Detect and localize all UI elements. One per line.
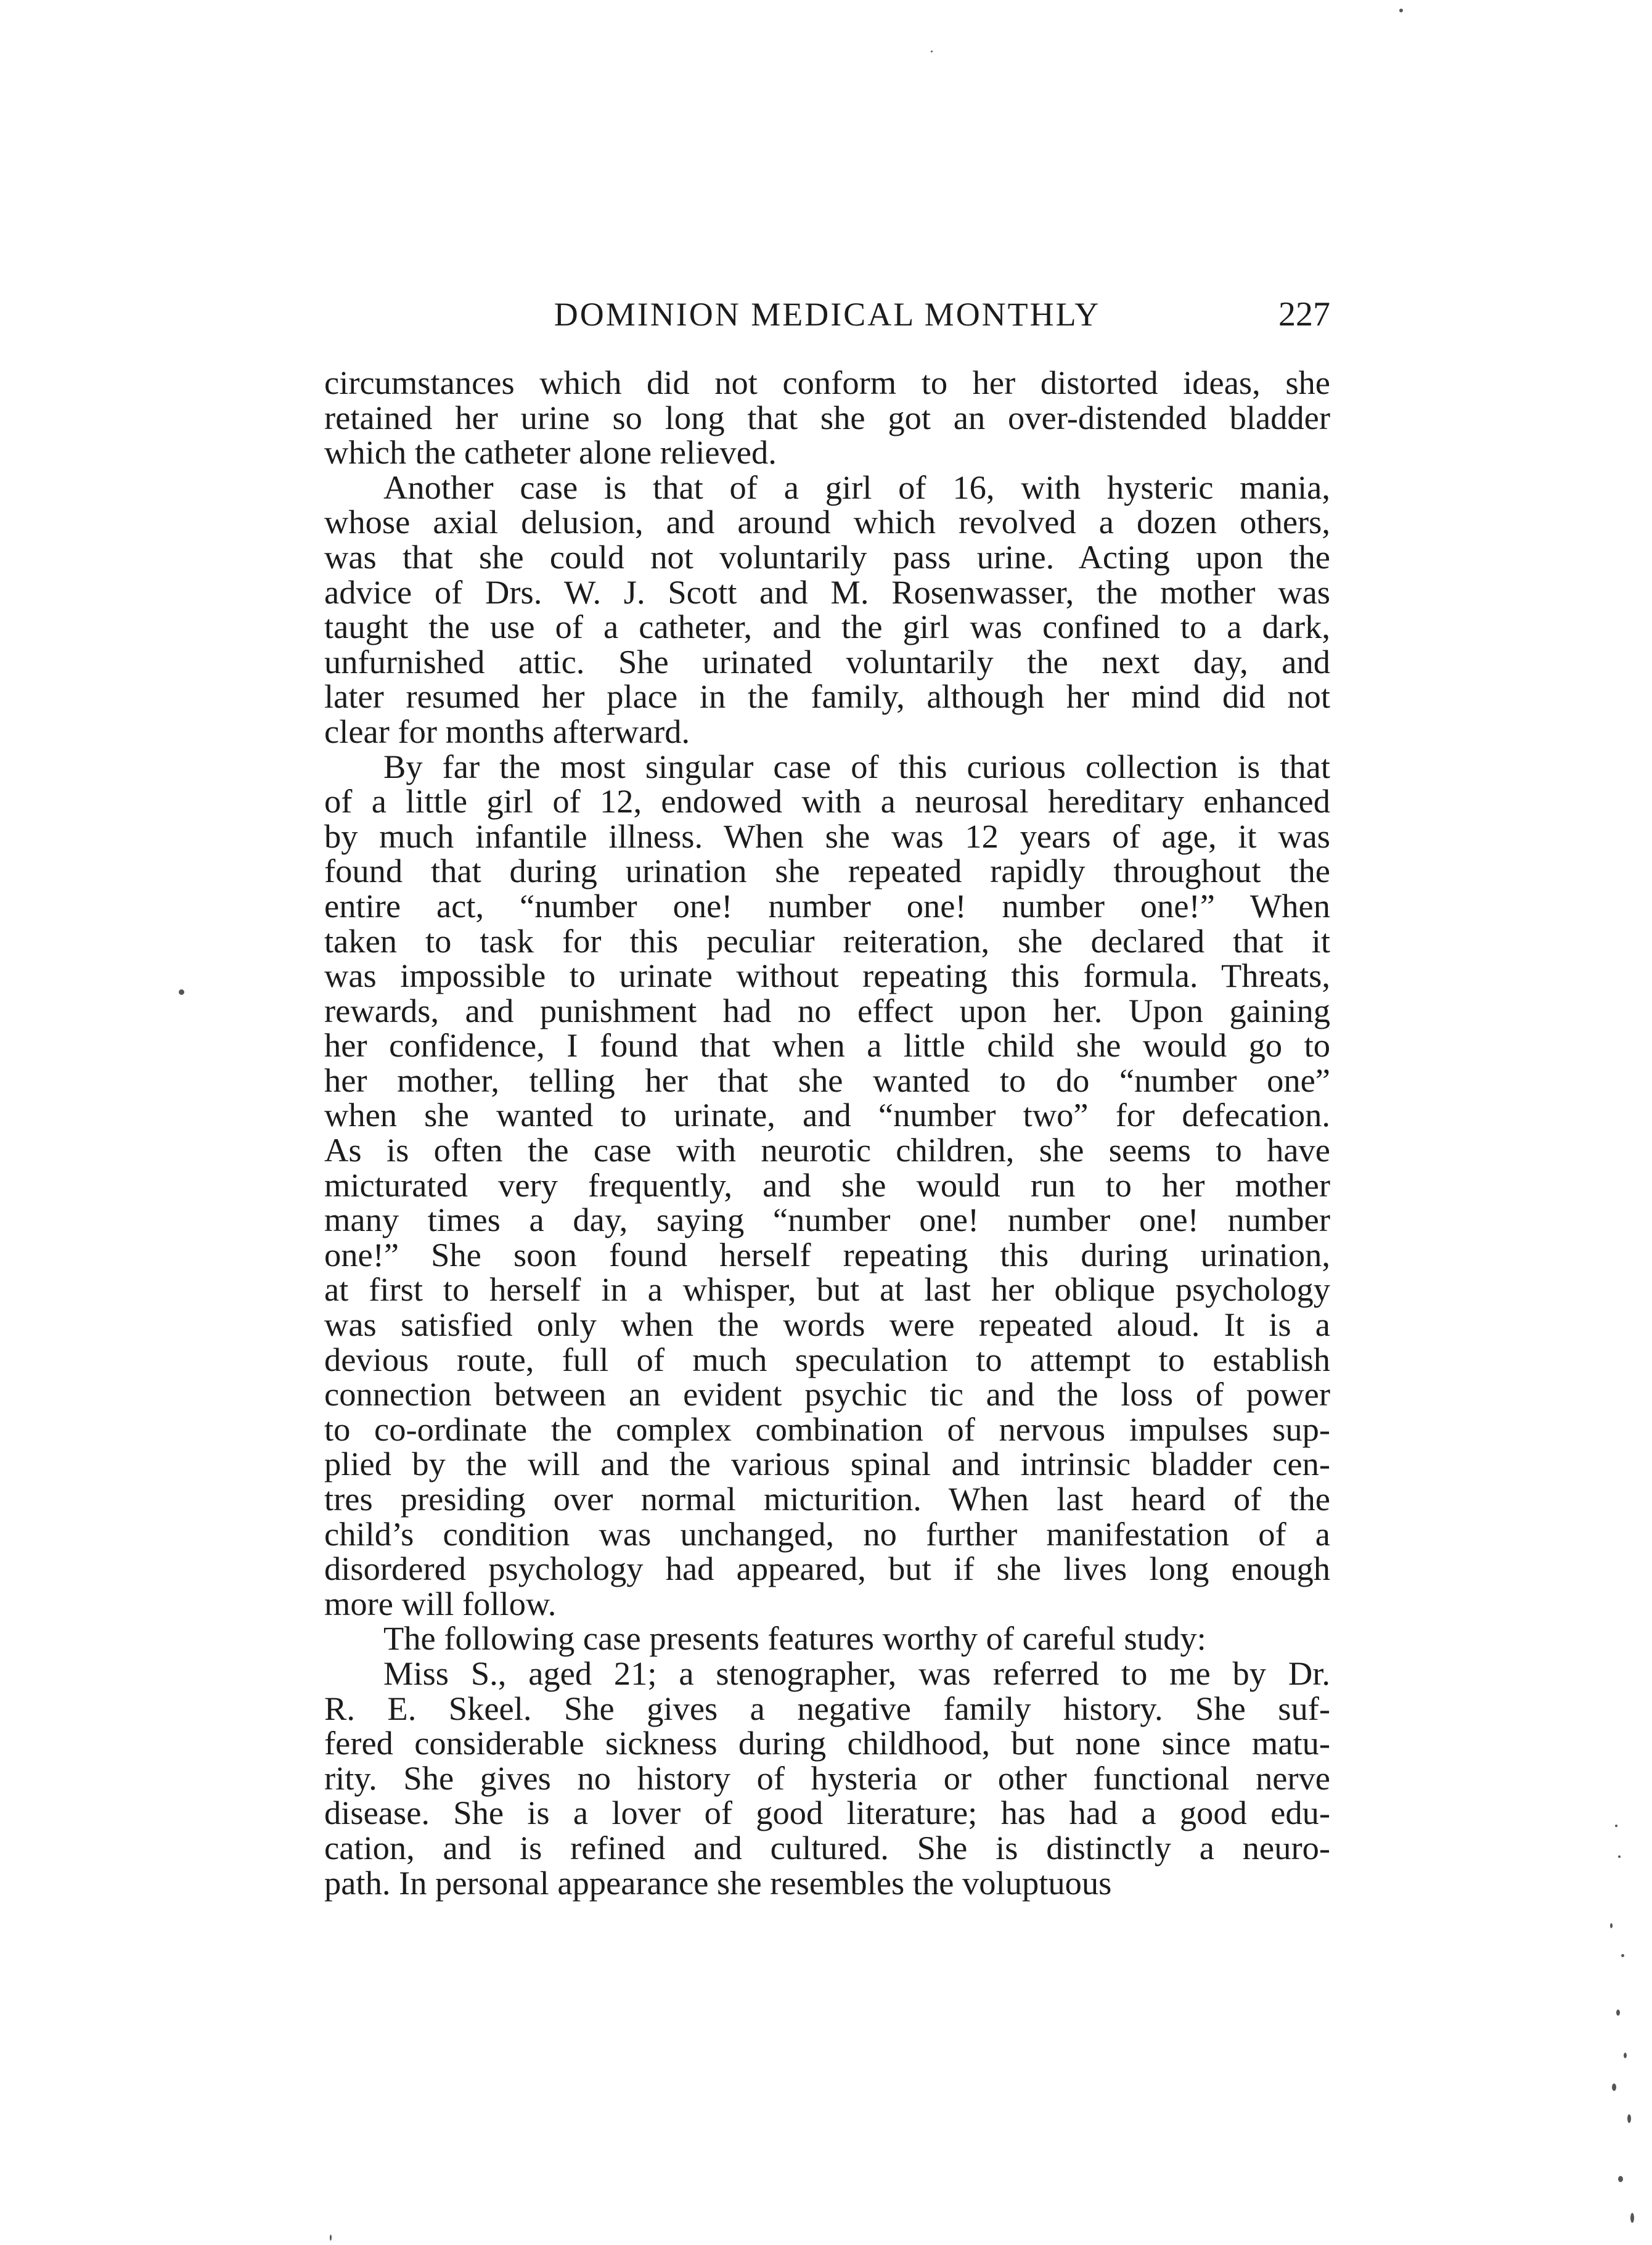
scan-speck — [1630, 2213, 1634, 2223]
text-line: disordered psychology had appeared, but if she lives long enough — [324, 1550, 1330, 1588]
scan-speck — [1618, 1855, 1621, 1858]
text-line: of a little girl of 12, endowed with a neurosal hereditary enhanced — [324, 782, 1330, 820]
text-line: was that she could not voluntarily pass urine. Acting upon the — [324, 538, 1330, 576]
scan-speck — [1618, 2176, 1623, 2182]
text-line: circumstances which did not conform to her distorted ideas, she — [324, 364, 1330, 401]
scan-speck — [1624, 2053, 1627, 2058]
text-line: fered considerable sickness during childhood, but none since matu- — [324, 1724, 1330, 1762]
text-line: her confidence, I found that when a little child she would go to — [324, 1026, 1330, 1065]
text-line: disease. She is a lover of good literature; has had a good edu- — [324, 1794, 1330, 1832]
paragraph-start-line: By far the most singular case of this curious collection is that — [383, 747, 1330, 785]
text-line: was impossible to urinate without repeating this formula. Threats, — [324, 957, 1330, 995]
journal-title: DOMINION MEDICAL MONTHLY — [554, 296, 1101, 333]
scan-speck — [1615, 1825, 1617, 1827]
text-line: later resumed her place in the family, although her mind did not — [324, 677, 1330, 716]
text-line: when she wanted to urinate, and “number two” for defecation. — [324, 1096, 1330, 1134]
text-line: connection between an evident psychic tic and the loss of power — [324, 1375, 1330, 1413]
text-line: at first to herself in a whisper, but at last her oblique psychology — [324, 1270, 1330, 1309]
page-number: 227 — [1278, 295, 1330, 333]
scan-speck — [330, 2235, 332, 2241]
text-line: taken to task for this peculiar reiteration, she declared that it — [324, 922, 1330, 960]
running-head — [324, 290, 1330, 339]
text-line: more will follow. — [324, 1584, 557, 1622]
text-line: micturated very frequently, and she would run to her mother — [324, 1166, 1330, 1204]
paragraph-start-line: Miss S., aged 21; a stenographer, was referred to me by Dr. — [383, 1654, 1330, 1692]
paragraph-start-line: Another case is that of a girl of 16, with hysteric mania, — [383, 468, 1330, 506]
text-line: found that during urination she repeated rapidly throughout the — [324, 852, 1330, 890]
text-line: child’s condition was unchanged, no further manifestation of a — [324, 1515, 1330, 1553]
scan-speck — [1612, 2083, 1616, 2091]
text-line: As is often the case with neurotic children, she seems to have — [324, 1131, 1330, 1169]
text-line: unfurnished attic. She urinated voluntarily the next day, and — [324, 642, 1330, 681]
scan-speck — [931, 51, 933, 52]
scan-speck — [1616, 2010, 1620, 2016]
scan-speck — [179, 989, 184, 995]
text-line: clear for months afterward. — [324, 712, 690, 750]
text-line: plied by the will and the various spinal and intrinsic bladder cen- — [324, 1445, 1330, 1483]
text-line: to co-ordinate the complex combination of nervous impulses sup- — [324, 1410, 1330, 1448]
text-line: tres presiding over normal micturition. When last heard of the — [324, 1480, 1330, 1518]
text-line: by much infantile illness. When she was 12 years of age, it was — [324, 817, 1330, 855]
text-line: advice of Drs. W. J. Scott and M. Rosenwasser, the mother was — [324, 573, 1330, 611]
text-line: taught the use of a catheter, and the girl was confined to a dark, — [324, 608, 1330, 646]
text-line: was satisfied only when the words were repeated aloud. It is a — [324, 1306, 1330, 1344]
scan-speck — [1621, 1954, 1624, 1957]
text-line: many times a day, saying “number one! number one! number — [324, 1201, 1330, 1239]
scan-speck — [1627, 2114, 1631, 2123]
text-line: her mother, telling her that she wanted to do “number one” — [324, 1061, 1330, 1099]
text-line: whose axial delusion, and around which revolved a dozen others, — [324, 503, 1330, 541]
text-line: cation, and is refined and cultured. She is distinctly a neuro- — [324, 1828, 1330, 1867]
text-line: rewards, and punishment had no effect upon her. Upon gaining — [324, 991, 1330, 1029]
text-line: which the catheter alone relieved. — [324, 433, 777, 472]
text-line: retained her urine so long that she got an over-distended bladder — [324, 398, 1330, 436]
text-line: path. In personal appearance she resembles the voluptuous — [324, 1863, 1112, 1902]
scan-speck — [1399, 9, 1403, 12]
text-line: R. E. Skeel. She gives a negative family history. She suf- — [324, 1689, 1330, 1727]
paragraph-start-line: The following case presents features worthy of careful study: — [383, 1619, 1206, 1658]
scan-speck — [1610, 1923, 1613, 1928]
text-line: devious route, full of much speculation to attempt to establish — [324, 1340, 1330, 1378]
text-line: entire act, “number one! number one! number one!” When — [324, 886, 1330, 925]
text-line: rity. She gives no history of hysteria or other functional nerve — [324, 1759, 1330, 1797]
body-text — [324, 366, 1330, 1900]
text-line: one!” She soon found herself repeating this during urination, — [324, 1235, 1330, 1274]
